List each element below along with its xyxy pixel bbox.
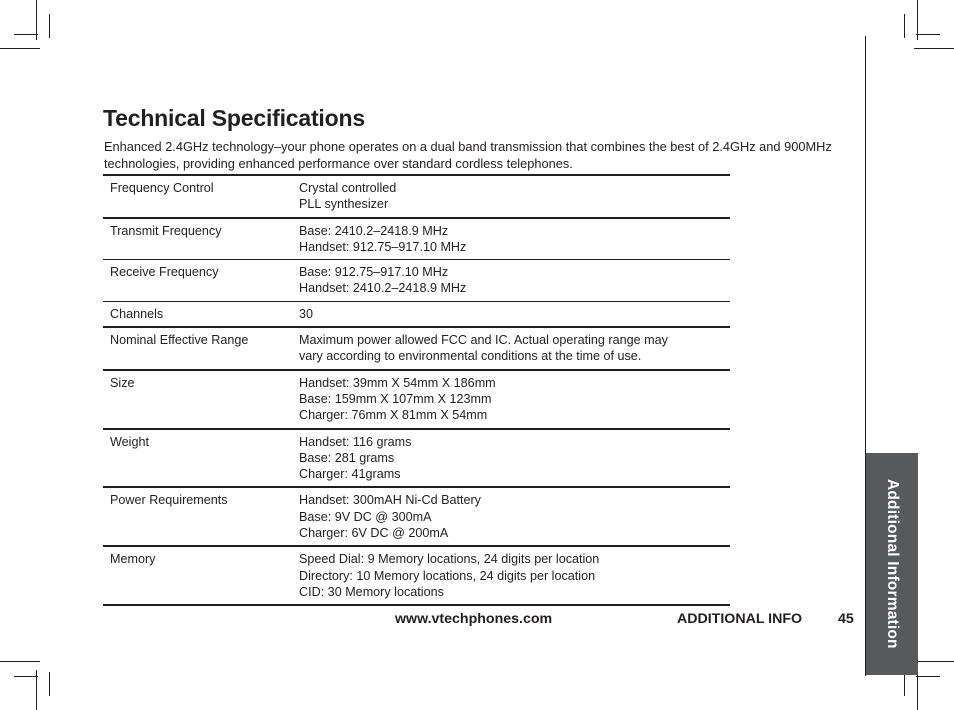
spec-value xyxy=(292,546,730,605)
spec-label: Nominal Effective Range xyxy=(103,327,292,370)
spec-row xyxy=(103,487,730,546)
footer-website: www.vtechphones.com xyxy=(395,611,553,627)
spec-row xyxy=(103,301,730,327)
spec-row xyxy=(103,327,730,370)
spec-label: Transmit Frequency xyxy=(103,218,292,260)
page-number: 45 xyxy=(838,611,854,627)
crop-mark xyxy=(916,34,940,35)
crop-mark xyxy=(14,676,38,677)
spec-value-line: Handset: 300mAH Ni-Cd Battery xyxy=(299,493,481,508)
spec-value-line: Handset: 39mm X 54mm X 186mm xyxy=(299,375,496,390)
spec-value-line: Maximum power allowed FCC and IC. Actual operating range may xyxy=(299,333,668,348)
spec-row xyxy=(103,218,730,260)
crop-mark xyxy=(914,661,954,662)
spec-row xyxy=(103,370,730,429)
spec-value-line: Directory: 10 Memory locations, 24 digits per location xyxy=(299,568,596,583)
spec-value-line: Charger: 41grams xyxy=(299,467,401,482)
crop-mark xyxy=(49,14,50,38)
spec-value-line: PLL synthesizer xyxy=(299,197,389,212)
spec-value-line: Speed Dial: 9 Memory locations, 24 digits per location xyxy=(299,552,600,567)
spec-value-line: Charger: 76mm X 81mm X 54mm xyxy=(299,408,488,423)
spec-row xyxy=(103,260,730,302)
spec-value-line: Handset: 116 grams xyxy=(299,434,412,449)
spec-value xyxy=(292,260,730,302)
crop-mark xyxy=(14,34,38,35)
spec-label: Channels xyxy=(103,301,292,327)
spec-value-line: Base: 912.75–917.10 MHz xyxy=(299,265,449,280)
spec-row xyxy=(103,546,730,605)
spec-value xyxy=(292,370,730,429)
spec-value-line: 30 xyxy=(299,306,314,321)
spec-value xyxy=(292,175,730,218)
spec-row xyxy=(103,175,730,218)
spec-label: Receive Frequency xyxy=(103,260,292,302)
page-title: Technical Specifications xyxy=(103,105,365,131)
spec-value-line: Handset: 912.75–917.10 MHz xyxy=(299,239,467,254)
spec-value-line: Base: 9V DC @ 300mA xyxy=(299,509,432,524)
spec-label: Memory xyxy=(103,546,292,605)
spec-value-line: Crystal controlled xyxy=(299,181,397,195)
spec-value xyxy=(292,487,730,546)
intro-paragraph: Enhanced 2.4GHz technology–your phone operates on a dual band transmission that combines the best of 2.4GHz and 900MHz technologies, providing enhanced performance over standard cordless telephones. xyxy=(104,139,832,171)
spec-label: Power Requirements xyxy=(103,487,292,546)
spec-value-line: CID: 30 Memory locations xyxy=(299,584,444,599)
spec-value xyxy=(292,218,730,260)
spec-value-line: Base: 2410.2–2418.9 MHz xyxy=(299,223,449,238)
spec-value-line: Base: 281 grams xyxy=(299,450,395,465)
crop-mark xyxy=(914,48,954,49)
crop-mark xyxy=(0,48,40,49)
spec-label: Frequency Control xyxy=(103,175,292,218)
spec-row xyxy=(103,429,730,488)
spec-label: Weight xyxy=(103,429,292,488)
crop-mark xyxy=(0,661,40,662)
spec-table xyxy=(103,174,730,606)
crop-mark xyxy=(904,14,905,38)
spec-value-line: Handset: 2410.2–2418.9 MHz xyxy=(299,281,467,296)
footer-section: ADDITIONAL INFO xyxy=(677,611,803,627)
spec-value-line: Charger: 6V DC @ 200mA xyxy=(299,526,449,541)
side-tab-label: Additional Information xyxy=(884,479,901,649)
spec-value xyxy=(292,429,730,488)
spec-value xyxy=(292,301,730,327)
spec-value xyxy=(292,327,730,370)
crop-mark xyxy=(49,672,50,696)
spec-value-line: Base: 159mm X 107mm X 123mm xyxy=(299,391,492,406)
crop-mark xyxy=(916,676,940,677)
spec-label: Size xyxy=(103,370,292,429)
spec-value-line: vary according to environmental conditions at the time of use. xyxy=(299,349,642,364)
crop-mark xyxy=(904,672,905,696)
